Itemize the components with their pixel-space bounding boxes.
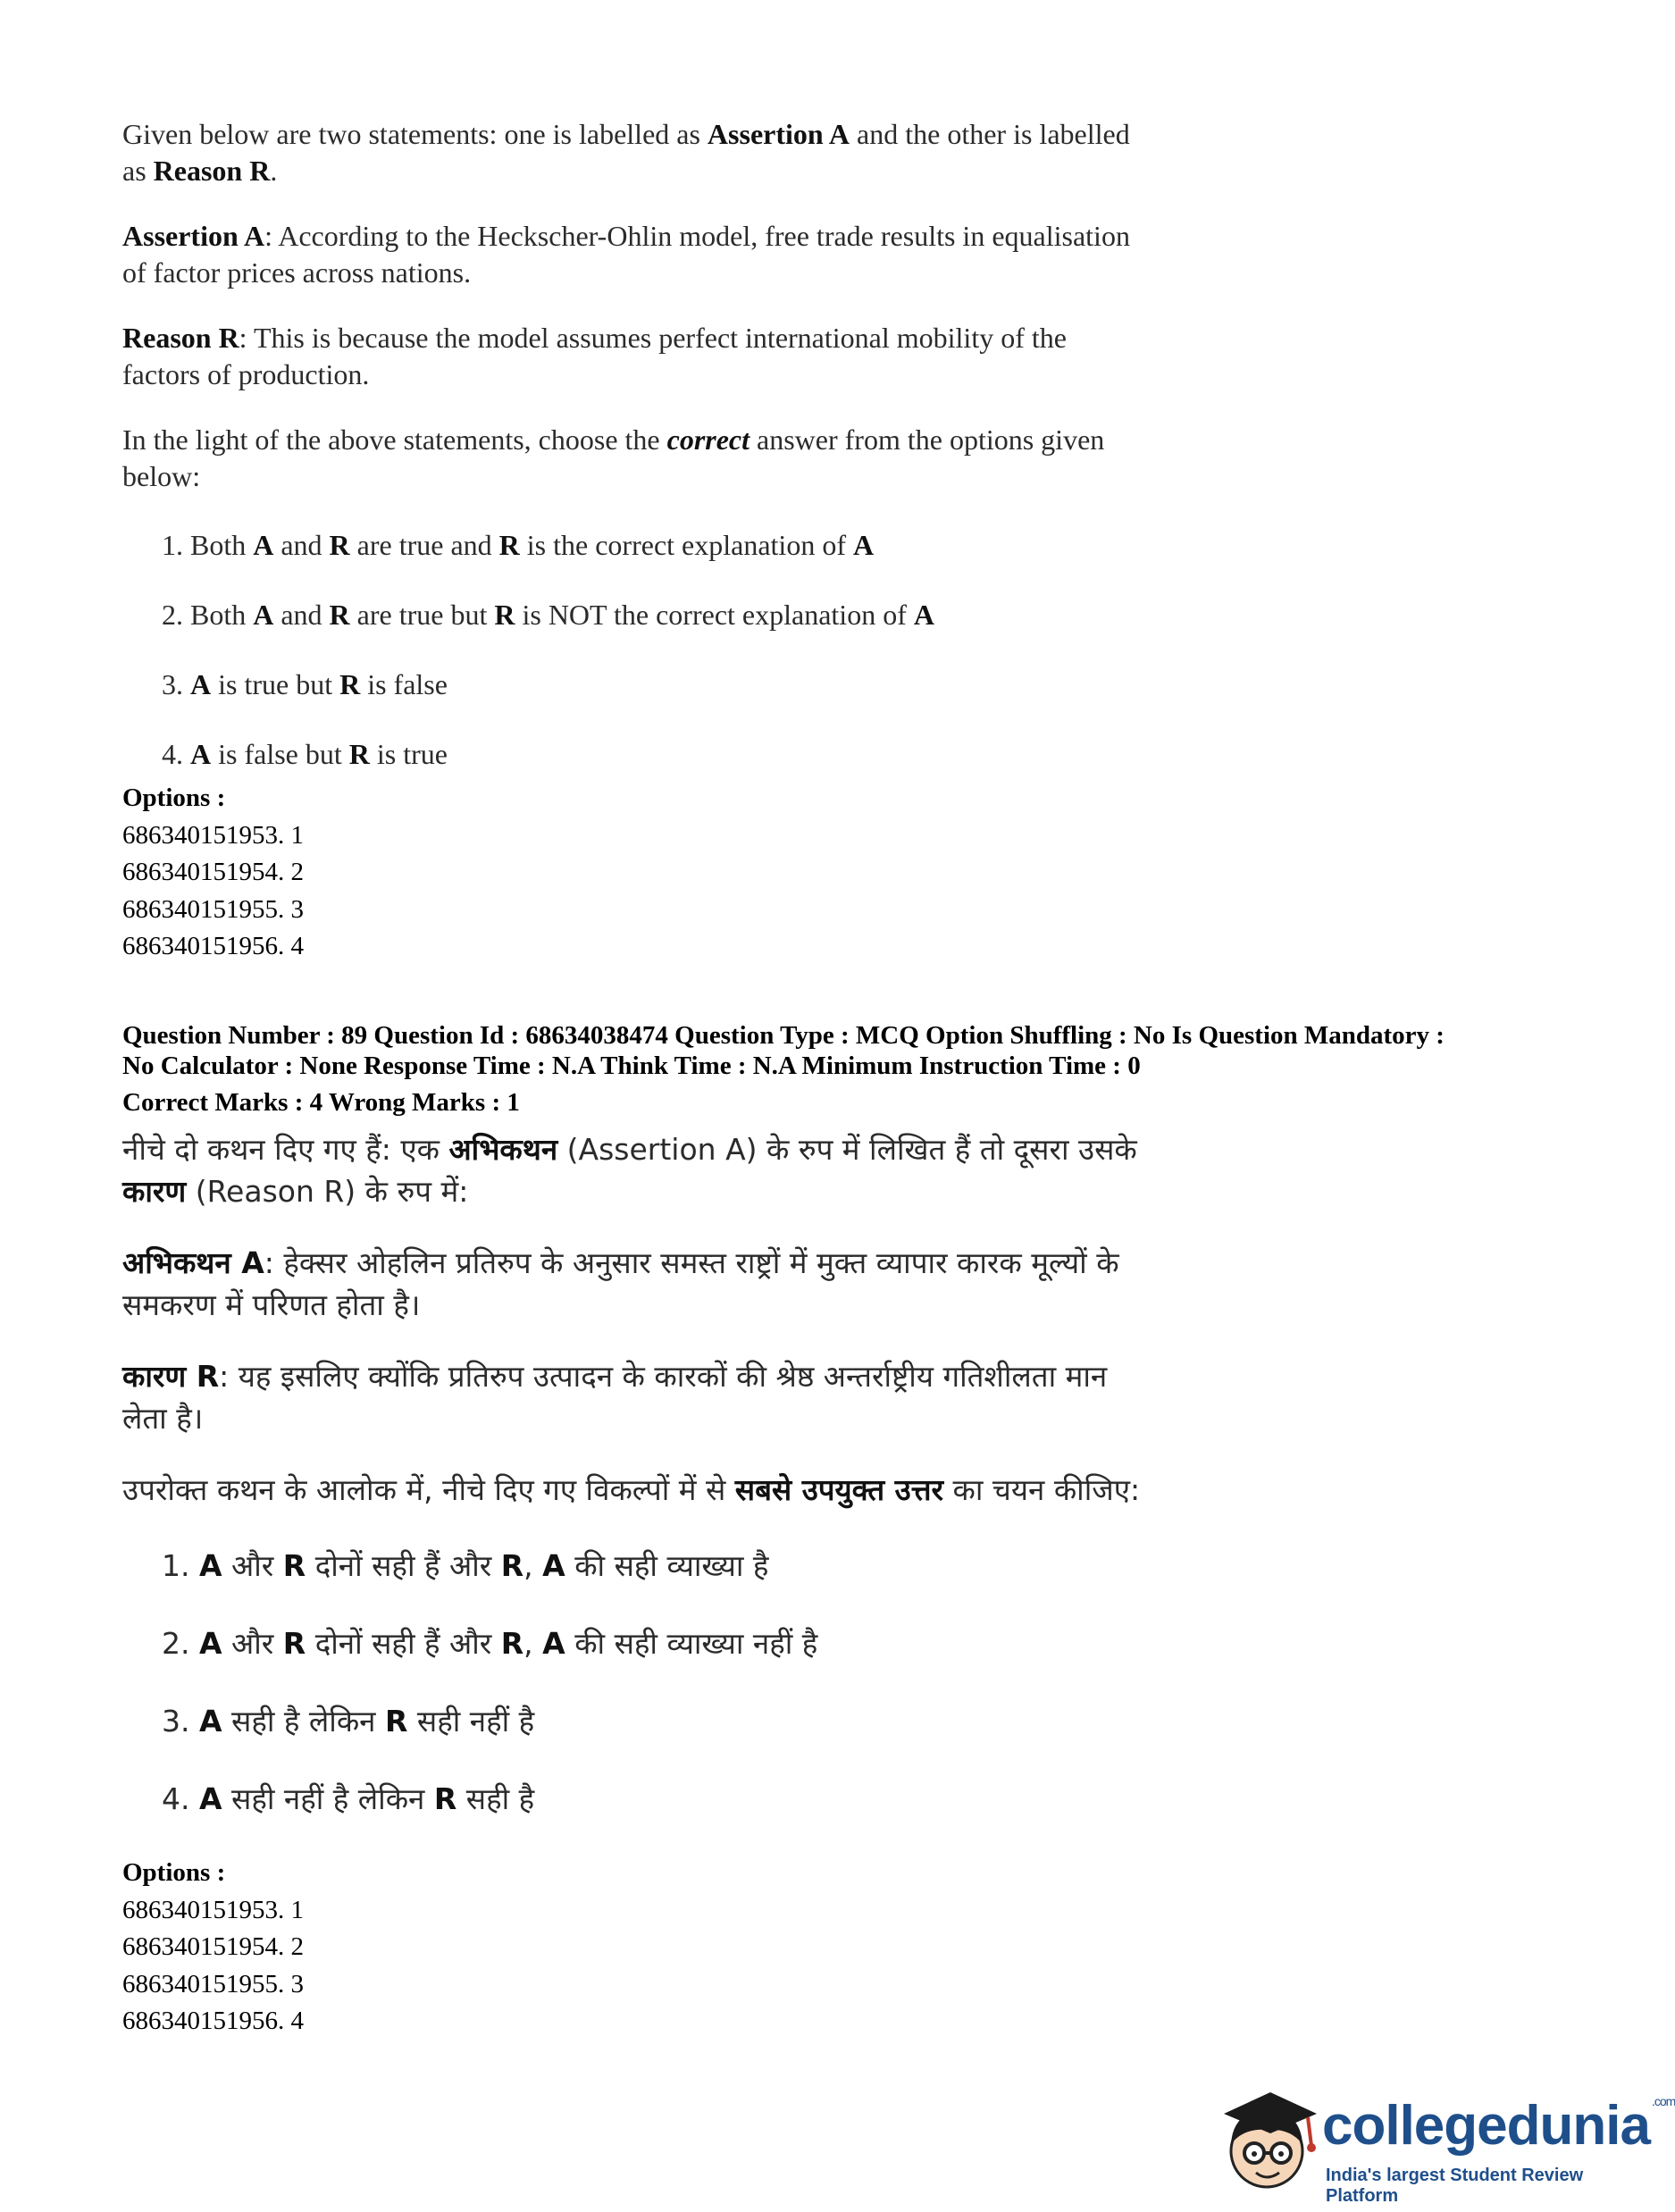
english-assertion: Assertion A: According to the Heckscher-Ohlin model, free trade results in equalisation of factor prices across nations. <box>122 220 1130 289</box>
option-id-item: 686340151954. 2 <box>122 1932 304 1961</box>
option-id-item: 686340151955. 3 <box>122 1969 304 1998</box>
collegedunia-logo <box>1215 2082 1675 2207</box>
hindi-choice-2: 2. A और R दोनों सही हैं और R, A की सही व्याख्या नहीं है <box>162 1626 818 1661</box>
hindi-assertion: अभिकथन A: हेक्सर ओहलिन प्रतिरुप के अनुसार समस्त राष्ट्रों में मुक्त व्यापार कारक मूल्यों के समकरण में परिणत होता है। <box>122 1245 1119 1322</box>
question-meta-line-3: Correct Marks : 4 Wrong Marks : 1 <box>122 1088 520 1117</box>
options-header: Options : <box>122 783 226 812</box>
hindi-choices <box>122 1545 1159 1820</box>
option-id-item: 686340151956. 4 <box>122 932 304 960</box>
option-id-item: 686340151956. 4 <box>122 2007 304 2035</box>
hindi-choice-3: 3. A सही है लेकिन R सही नहीं है <box>162 1704 535 1739</box>
english-choice-3: 3. A is true but R is false <box>162 668 448 700</box>
options-block-1 <box>122 780 304 966</box>
hindi-instruction: उपरोक्त कथन के आलोक में, नीचे दिए गए विकल्पों में से सबसे उपयुक्त उत्तर का चयन कीजिए: <box>122 1472 1141 1507</box>
option-id-item: 686340151954. 2 <box>122 858 304 886</box>
hindi-choice-1: 1. A और R दोनों सही हैं और R, A की सही व्याख्या है <box>162 1548 769 1583</box>
logo-wordmark: collegedunia $^{.com}$ <box>1322 2094 1675 2157</box>
options-block-2 <box>122 1855 304 2040</box>
option-id-item: 686340151953. 1 <box>122 1895 304 1924</box>
english-instruction: In the light of the above statements, choose the correct answer from the options given below: <box>122 423 1105 492</box>
english-reason: Reason R: This is because the model assumes perfect international mobility of the factors of production. <box>122 322 1067 390</box>
options-header: Options : <box>122 1858 226 1887</box>
english-choices <box>122 527 1150 773</box>
english-choice-4: 4. A is false but R is true <box>162 738 448 770</box>
hindi-question-block <box>122 1128 1159 1856</box>
option-id-item: 686340151953. 1 <box>122 820 304 850</box>
hindi-intro: नीचे दो कथन दिए गए हैं: एक अभिकथन (Assertion A) के रुप में लिखित हैं तो दूसरा उसके कारण (Reason R) के रुप में: <box>122 1132 1137 1209</box>
english-question-block <box>122 116 1150 773</box>
english-intro: Given below are two statements: one is labelled as Assertion A and the other is labelled as Reason R. <box>122 118 1130 187</box>
question-meta-line-2: No Calculator : None Response Time : N.A Think Time : N.A Minimum Instruction Time : 0 <box>122 1051 1141 1080</box>
english-choice-2: 2. Both A and R are true but R is NOT the correct explanation of A <box>162 599 934 631</box>
hindi-choice-4: 4. A सही नहीं है लेकिन R सही है <box>162 1781 535 1816</box>
graduate-cartoon-icon <box>1215 2082 1322 2207</box>
english-choice-1: 1. Both A and R are true and R is the correct explanation of A <box>162 529 875 561</box>
question-meta-line-1: Question Number : 89 Question Id : 68634038474 Question Type : MCQ Option Shuffling : No Is Question Mandatory : <box>122 1021 1445 1050</box>
logo-tagline: India's largest Student Review Platform <box>1326 2166 1584 2206</box>
hindi-reason: कारण R: यह इसलिए क्योंकि प्रतिरुप उत्पादन के कारकों की श्रेष्ठ अन्तर्राष्ट्रीय गतिशीलता मान लेता है। <box>122 1359 1108 1436</box>
question-meta <box>122 1021 1596 1119</box>
option-id-item: 686340151955. 3 <box>122 894 304 924</box>
